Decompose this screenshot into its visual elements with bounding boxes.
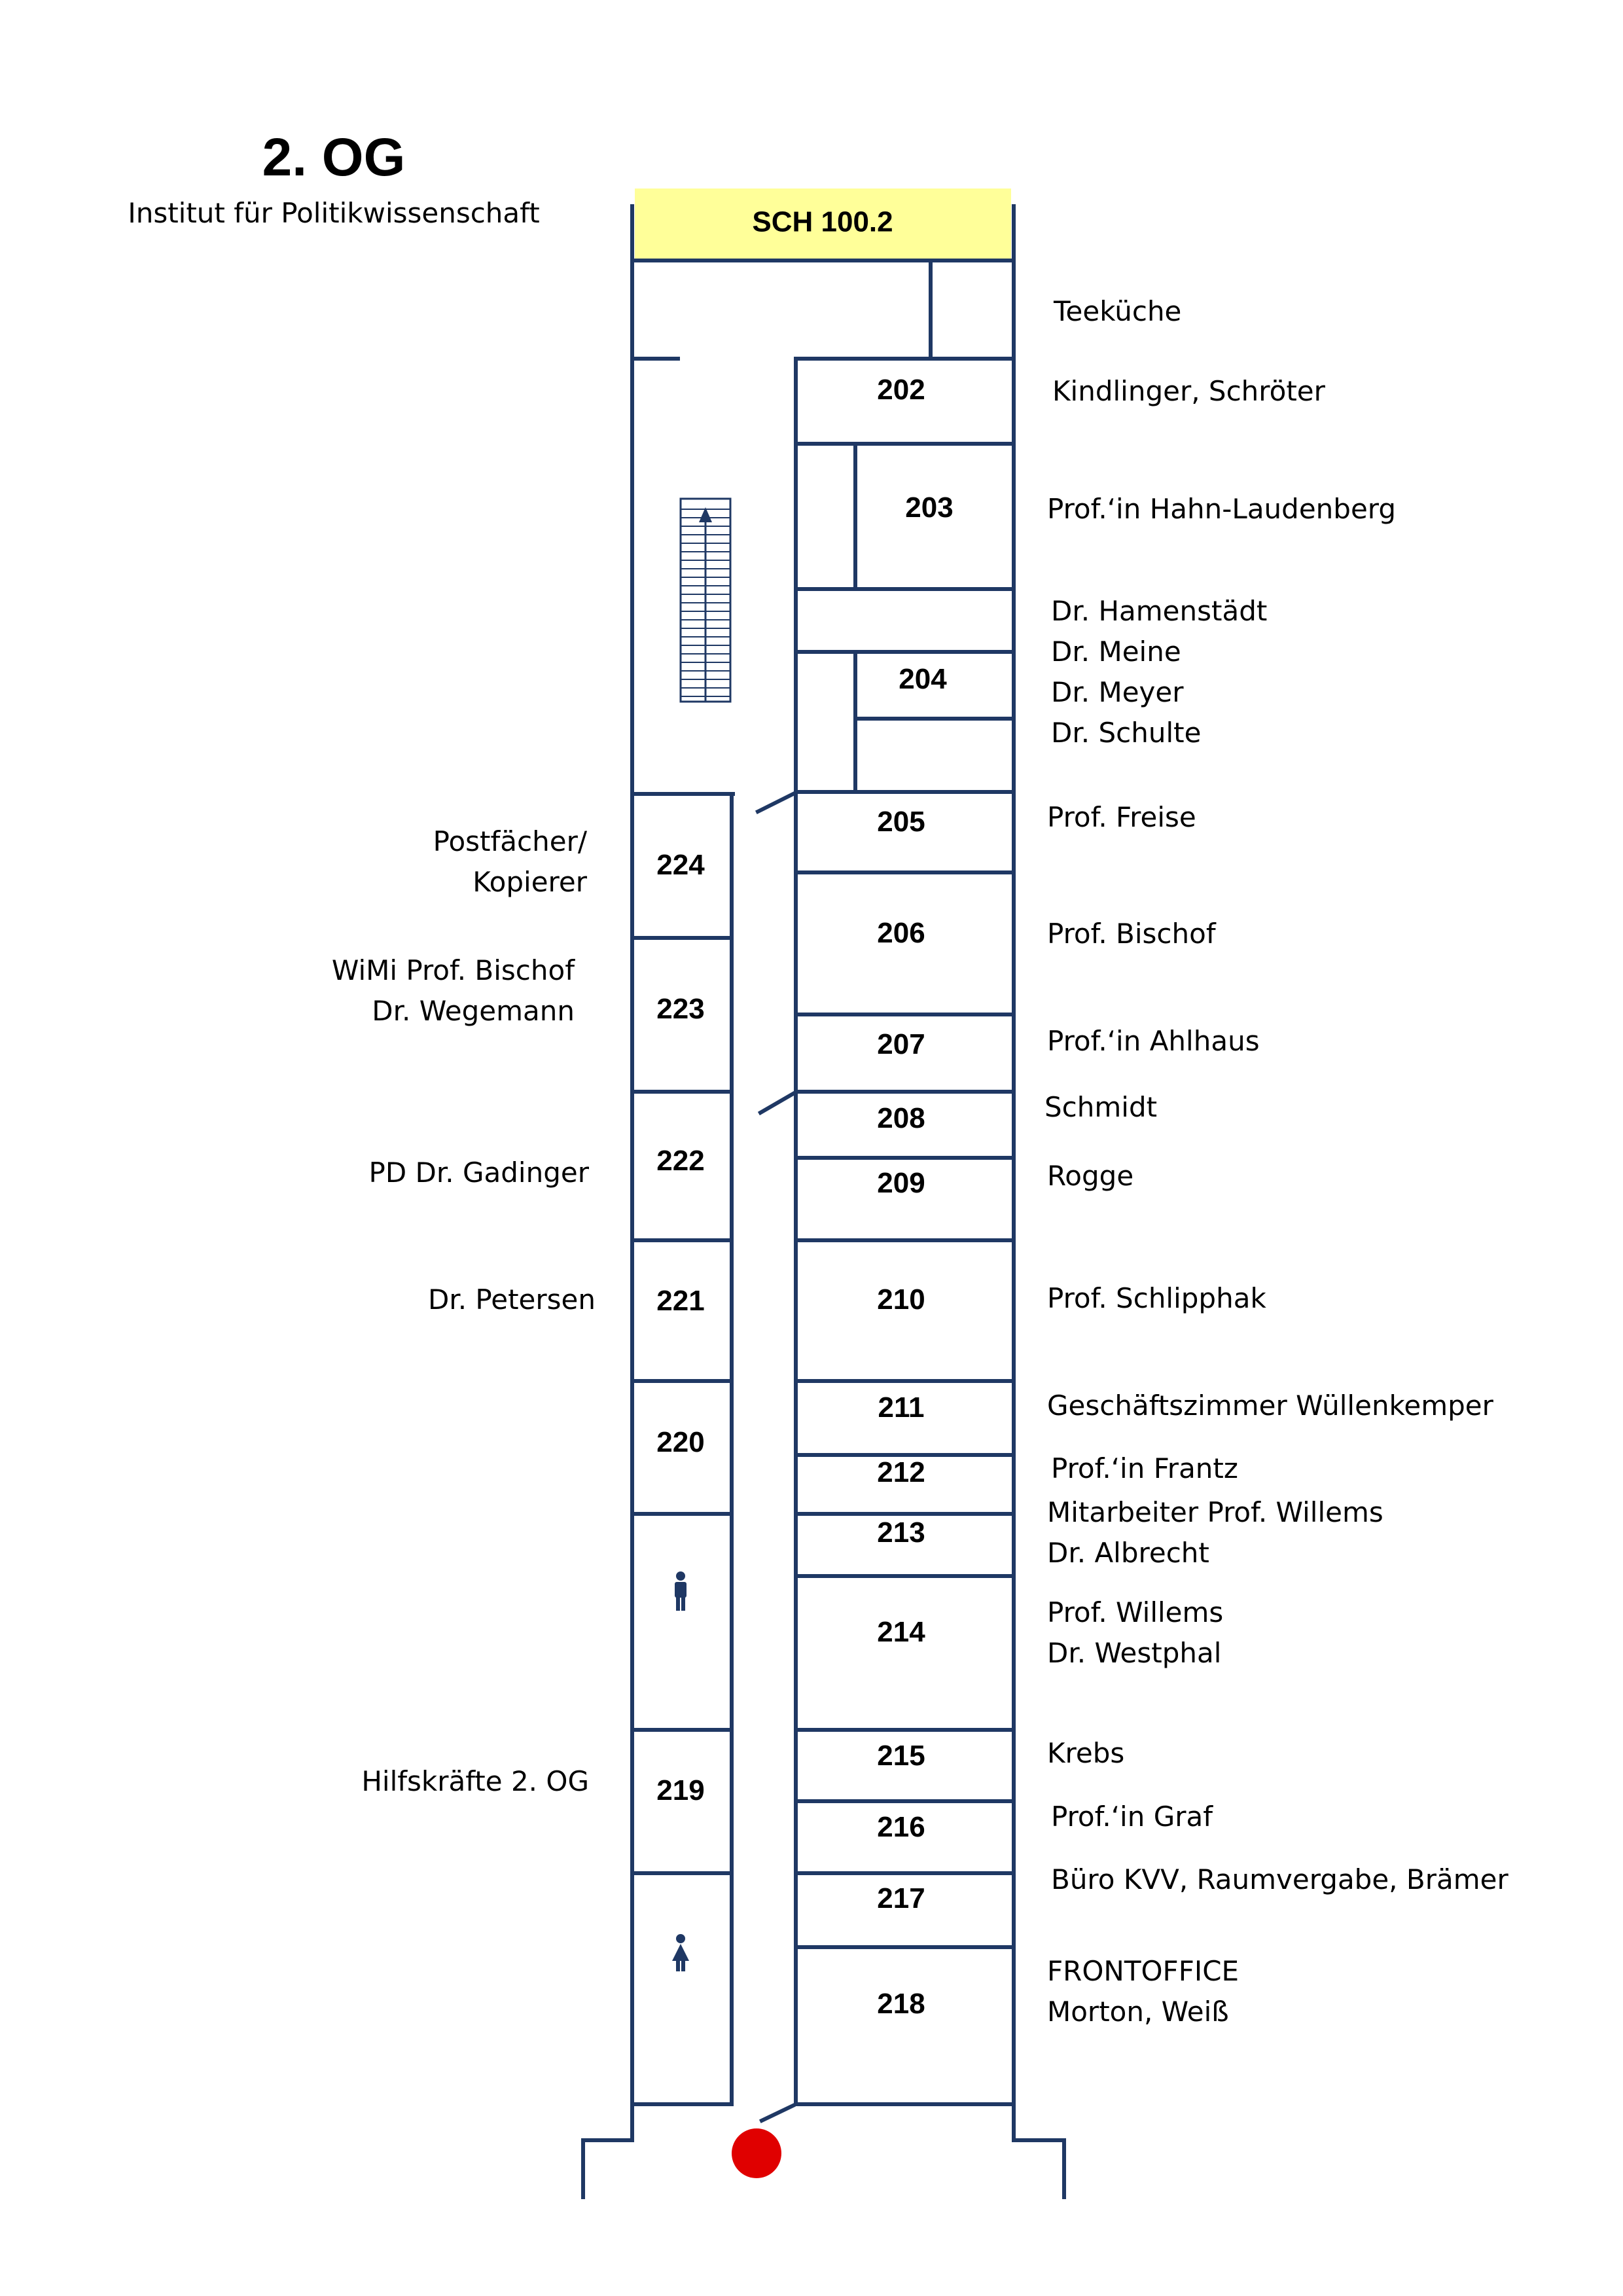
room-number-203: 203 — [905, 492, 954, 524]
room-number-207: 207 — [877, 1028, 925, 1060]
room-number-205: 205 — [877, 806, 925, 838]
occupant-221: Dr. Petersen — [427, 1283, 596, 1316]
building-banner-label: SCH 100.2 — [752, 206, 893, 238]
occupant-204-2: Dr. Meine — [1051, 636, 1181, 668]
occupant-204-1: Dr. Hamenstädt — [1051, 595, 1268, 627]
room-number-206: 206 — [877, 917, 925, 949]
teekueche-room — [632, 260, 1014, 359]
occupant-205: Prof. Freise — [1047, 801, 1196, 833]
occupant-210: Prof. Schlipphak — [1047, 1282, 1266, 1314]
right-occupant-labels — [1044, 375, 1508, 2028]
room-number-223: 223 — [656, 993, 705, 1025]
room-number-213: 213 — [877, 1516, 925, 1549]
room-number-204: 204 — [899, 663, 947, 695]
room-number-224: 224 — [656, 849, 705, 881]
occupant-215: Krebs — [1047, 1737, 1125, 1769]
occupant-213-2: Dr. Albrecht — [1047, 1537, 1209, 1569]
room-number-202: 202 — [877, 374, 925, 406]
occupant-216: Prof.‘in Graf — [1051, 1801, 1213, 1833]
institute-subtitle: Institut für Politikwissenschaft — [128, 197, 540, 229]
men-toilet-icon — [675, 1571, 687, 1611]
occupant-222: PD Dr. Gadinger — [368, 1157, 589, 1189]
room-number-208: 208 — [877, 1102, 925, 1134]
room-number-217: 217 — [877, 1882, 925, 1914]
occupant-202: Kindlinger, Schröter — [1052, 375, 1325, 407]
occupant-223-1: WiMi Prof. Bischof — [331, 954, 575, 986]
room-number-212: 212 — [877, 1456, 925, 1488]
room-number-221: 221 — [656, 1285, 705, 1317]
occupant-207: Prof.‘in Ahlhaus — [1047, 1025, 1260, 1057]
room-number-214: 214 — [877, 1616, 925, 1648]
room-number-218: 218 — [877, 1988, 925, 2020]
room-number-210: 210 — [877, 1283, 925, 1316]
room-number-209: 209 — [877, 1167, 925, 1199]
right-room-numbers — [877, 374, 953, 2020]
occupant-208: Schmidt — [1044, 1091, 1158, 1123]
room-number-222: 222 — [656, 1145, 705, 1177]
room-number-211: 211 — [878, 1391, 925, 1424]
left-room-numbers — [656, 849, 705, 1806]
room-number-216: 216 — [877, 1811, 925, 1843]
occupant-211: Geschäftszimmer Wüllenkemper — [1047, 1390, 1493, 1422]
occupant-223-2: Dr. Wegemann — [372, 995, 575, 1027]
occupant-204-4: Dr. Schulte — [1051, 717, 1202, 749]
stairs-icon — [681, 499, 730, 702]
room-number-215: 215 — [877, 1740, 925, 1772]
occupant-218-2: Morton, Weiß — [1047, 1996, 1229, 2028]
women-toilet-icon — [672, 1934, 689, 1971]
occupant-213-1: Mitarbeiter Prof. Willems — [1047, 1496, 1383, 1528]
room-number-219: 219 — [656, 1774, 705, 1806]
occupant-206: Prof. Bischof — [1047, 918, 1216, 950]
occupant-214-1: Prof. Willems — [1047, 1596, 1224, 1628]
occupant-217: Büro KVV, Raumvergabe, Brämer — [1051, 1863, 1508, 1895]
occupant-212: Prof.‘in Frantz — [1051, 1452, 1238, 1484]
you-are-here-marker — [732, 2128, 781, 2178]
room-number-220: 220 — [656, 1426, 705, 1458]
occupant-204-3: Dr. Meyer — [1051, 676, 1184, 708]
occupant-224-2: Kopierer — [473, 866, 587, 898]
left-occupant-labels — [332, 825, 596, 1797]
floor-title: 2. OG — [262, 128, 406, 187]
occupant-209: Rogge — [1047, 1160, 1134, 1192]
doors — [758, 794, 793, 2121]
teekueche-label: Teeküche — [1054, 295, 1182, 327]
occupant-218-1: FRONTOFFICE — [1047, 1955, 1240, 1987]
occupant-224-1: Postfächer/ — [433, 825, 587, 857]
outer-walls — [583, 206, 1064, 2197]
occupant-203: Prof.‘in Hahn-Laudenberg — [1047, 493, 1396, 525]
occupant-214-2: Dr. Westphal — [1047, 1637, 1222, 1669]
occupant-219: Hilfskräfte 2. OG — [361, 1765, 589, 1797]
